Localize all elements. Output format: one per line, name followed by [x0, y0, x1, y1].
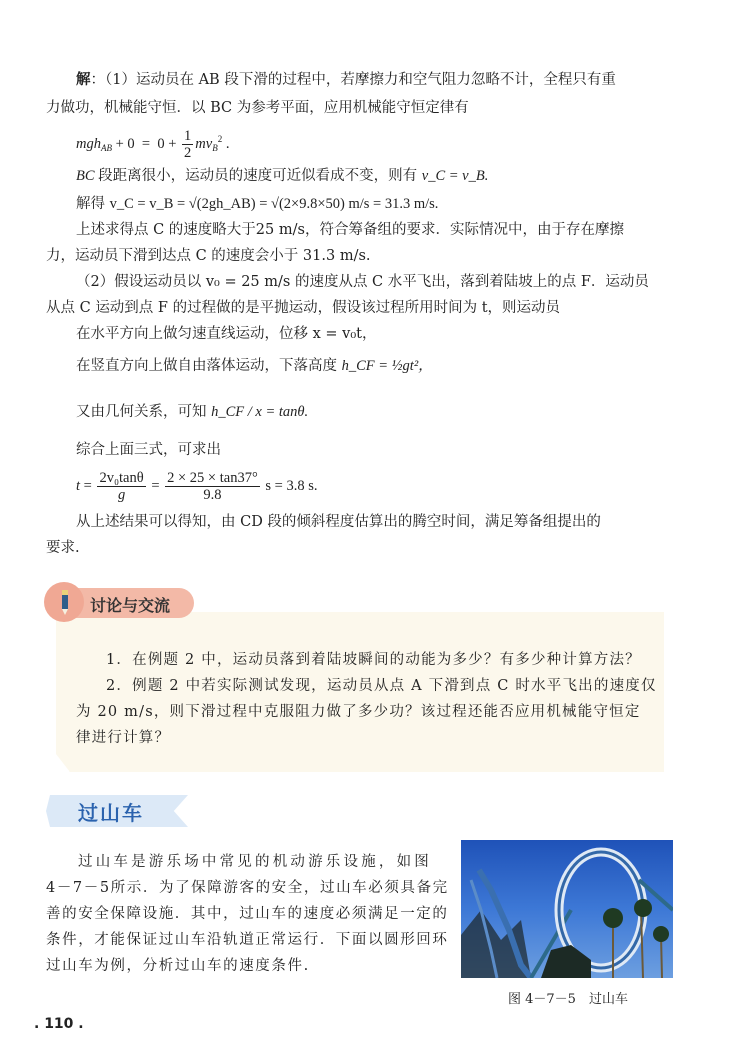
fraction [165, 470, 260, 503]
section-para-line-1: 过山车是游乐场中常见的机动游乐设施，如图 [78, 854, 432, 870]
solution-para-5-line-2: 从点 C 运动到点 F 的过程做的是平抛运动，假设该过程所用时间为 t，则运动员 [46, 300, 561, 316]
discussion-title: 讨论与交流 [90, 596, 171, 615]
eq-sub: B [212, 142, 218, 153]
section-para-line-4: 条件，才能保证过山车沿轨道正常运行．下面以圆形回环 [46, 932, 449, 948]
frac-den: 9.8 [203, 487, 222, 503]
frac-den: 2 [184, 145, 192, 161]
text: 在竖直方向上做自由落体运动，下落高度 [76, 358, 342, 374]
frac-num: 2 × 25 × tan37° [167, 470, 258, 486]
discussion-question-1: 1．在例题 2 中，运动员落到着陆坡瞬间的动能为多少？有多少种计算方法？ [106, 652, 641, 668]
roller-coaster-photo [461, 840, 673, 978]
fraction [97, 470, 145, 503]
discussion-question-2-line-1: 2．例题 2 中若实际测试发现，运动员从点 A 下滑到点 C 时水平飞出的速度仅 [106, 678, 657, 694]
frac-den: g [117, 487, 126, 503]
solution-para-10-line-1: 从上述结果可以得知，由 CD 段的倾斜程度估算出的腾空时间，满足筹备组提出的 [76, 514, 601, 530]
text: 段距离很小，运动员的速度可近似看成不变，则有 [98, 168, 422, 184]
equation-velocity: v_C = v_B = √(2gh_AB) = √(2×9.8×50) m/s = 31.3 m/s. [109, 196, 439, 212]
eq-term: s = 3.8 s. [265, 477, 318, 494]
solution-para-6: 在水平方向上做匀速直线运动，位移 x = v₀t， [76, 326, 377, 342]
eq-term: mv [195, 135, 213, 152]
solution-para-2 [76, 166, 488, 186]
solution-para-8 [76, 402, 308, 422]
eq-term: + 0 = 0 + [111, 135, 181, 152]
frac-num: 1 [184, 128, 192, 144]
page-number: . 110 . [34, 1016, 84, 1032]
roller-coaster-illustration [461, 840, 673, 978]
solution-label: 解 [76, 71, 91, 88]
fraction [182, 128, 193, 161]
discussion-question-2-line-3: 律进行计算？ [76, 730, 171, 746]
equation-energy-conservation [76, 128, 229, 161]
equation-fall-height: h_CF = ½gt²， [341, 358, 433, 374]
solution-para-4-line-2: 力，运动员下滑到达点 C 的速度会小于 31.3 m/s. [46, 248, 371, 264]
equation-geometry: h_CF / x = tanθ. [211, 404, 309, 420]
text: ：（1）运动员在 AB 段下滑的过程中，若摩擦力和空气阻力忽略不计，全程只有重 [90, 72, 616, 88]
eq-term: t [76, 477, 81, 494]
eq-term: . [222, 135, 230, 152]
solution-para-7 [76, 356, 433, 376]
section-title: 过山车 [78, 801, 144, 825]
eq-term: mgh [76, 135, 101, 152]
text: 又由几何关系，可知 [76, 404, 212, 420]
equation-time: t = $\frac{\text{2v₀tanθ}}{g}$ = $\frac{2 \times 25 \times \tan 37^\circ}{9.8}$ s = 3.8 s. [76, 470, 318, 503]
section-para-line-2: 4－7－5所示．为了保障游客的安全，过山车必须具备完 [46, 880, 449, 896]
eq-sup: 2 [217, 133, 223, 144]
discussion-question-2-line-2: 为 20 m/s，则下滑过程中克服阻力做了多少功？该过程还能否应用机械能守恒定 [76, 704, 641, 720]
solution-para-1-line-2: 力做功，机械能守恒．以 BC 为参考平面，应用机械能守恒定律有 [46, 100, 469, 116]
solution-para-5-line-1: （2）假设运动员以 v₀ = 25 m/s 的速度从点 C 水平飞出，落到着陆坡上的点 F．运动员 [76, 274, 649, 290]
figure-caption: 图 4－7－5 过山车 [508, 992, 628, 1007]
solution-para-10-line-2: 要求. [46, 540, 80, 556]
solution-para-9: 综合上面三式，可求出 [76, 442, 221, 458]
solution-para-4-line-1: 上述求得点 C 的速度略大于25 m/s，符合筹备组的要求．实际情况中，由于存在摩擦 [76, 222, 624, 238]
section-para-line-3: 善的安全保障设施．其中，过山车的速度必须满足一定的 [46, 906, 449, 922]
frac-num: 2v₀tanθ [99, 470, 144, 486]
pencil-icon [60, 588, 70, 616]
text: BC [76, 168, 99, 184]
section-para-line-5: 过山车为例，分析过山车的速度条件. [46, 958, 310, 974]
solution-para-3 [76, 194, 438, 214]
equation: v_C = v_B. [421, 168, 489, 184]
eq-sub: AB [100, 142, 112, 153]
text: 解得 [76, 196, 110, 212]
solution-para-1-line-1 [76, 70, 616, 90]
